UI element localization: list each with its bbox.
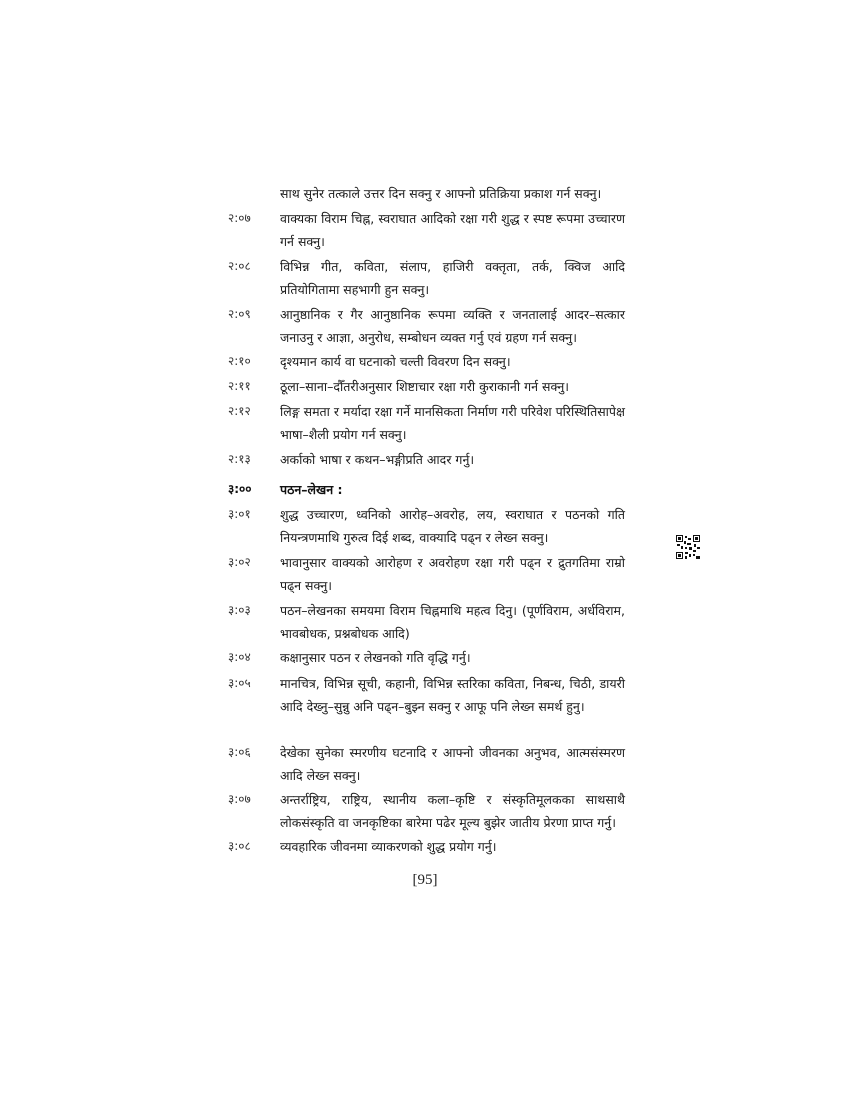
item-number: ३:०५	[228, 676, 251, 690]
item-number: ३:०२	[228, 555, 251, 569]
item-text: आनुष्ठानिक र गैर आनुष्ठानिक रूपमा व्यक्ति र जनतालाई आदर–सत्कार जनाउनु र आज्ञा, अनुरोध, सम्बोधन व्यक्त गर्नु एवं ग्रहण गर्न सक्नु।	[280, 307, 625, 345]
item-text: देखेका सुनेका स्मरणीय घटनादि र आफ्नो जीवनका अनुभव, आत्मसंस्मरण आदि लेख्न सक्नु।	[280, 745, 625, 783]
item-text: वाक्यका विराम चिह्न, स्वराघात आदिको रक्षा गरी शुद्ध र स्पष्ट रूपमा उच्चारण गर्न सक्नु।	[280, 211, 625, 249]
item-number: २:०८	[228, 259, 251, 273]
item-text: व्यवहारिक जीवनमा व्याकरणको शुद्ध प्रयोग गर्नु।	[280, 839, 497, 854]
item-number: ३:०१	[228, 507, 251, 521]
item-text: भावानुसार वाक्यको आरोहण र अवरोहण रक्षा गरी पढ्न र द्रुतगतिमा राम्रो पढ्न सक्नु।	[280, 555, 625, 593]
item-number: ३:०८	[228, 839, 251, 853]
item-text: मानचित्र, विभिन्न सूची, कहानी, विभिन्न स्तरिका कविता, निबन्ध, चिठी, डायरी आदि देख्नु–सुन्नु अनि पढ्न–बुझ्न सक्नु र आफू पनि लेख्न समर्थ हुनु।	[280, 676, 625, 714]
item-text: अन्तर्राष्ट्रिय, राष्ट्रिय, स्थानीय कला–कृष्टि र संस्कृतिमूलकका साथसाथै लोकसंस्कृति वा जनकृष्टिका बारेमा पढेर मूल्य बुझेर जातीय प्रेरणा प्राप्त गर्नु।	[280, 792, 625, 830]
item-text: कक्षानुसार पठन र लेखनको गति वृद्धि गर्नु।	[280, 650, 471, 665]
item-text: शुद्ध उच्चारण, ध्वनिको आरोह–अवरोह, लय, स्वराघात र पठनको गति नियन्त्रणमाथि गुरुत्व दिई शब्द, वाक्यादि पढ्न र लेख्न सक्नु।	[280, 507, 625, 545]
item-text: ठूला–साना–दौँतरीअनुसार शिष्टाचार रक्षा गरी कुराकानी गर्न सक्नु।	[280, 379, 569, 394]
item-text: विभिन्न गीत, कविता, संलाप, हाजिरी वक्तृता, तर्क, क्विज आदि प्रतियोगितामा सहभागी हुन सक्नु।	[280, 259, 625, 297]
item-text: दृश्यमान कार्य वा घटनाको चल्ती विवरण दिन सक्नु।	[280, 354, 511, 369]
item-number: २:११	[228, 379, 251, 393]
item-number: २:१३	[228, 452, 251, 466]
item-text: पठन–लेखनका समयमा विराम चिह्नमाथि महत्व दिनु। (पूर्णविराम, अर्धविराम, भावबोधक, प्रश्नबोधक आदि)	[280, 603, 625, 641]
item-number: ३:०६	[228, 745, 251, 759]
item-number: ३:०७	[228, 792, 251, 806]
continued-text: साथ सुनेर तत्काले उत्तर दिन सक्नु र आफ्नो प्रतिक्रिया प्रकाश गर्न सक्नु।	[280, 186, 602, 201]
item-number: ३:०३	[228, 603, 251, 617]
item-number: २:०९	[228, 307, 251, 321]
item-text: अर्काको भाषा र कथन–भङ्गीप्रति आदर गर्नु।	[280, 452, 475, 467]
page-number: [95]	[412, 872, 438, 888]
qr-code-icon	[676, 535, 700, 559]
section-number: ३:००	[228, 482, 252, 496]
item-number: २:०७	[228, 211, 251, 225]
item-number: २:१२	[228, 404, 251, 418]
section-title: पठन–लेखन :	[280, 482, 343, 497]
item-number: ३:०४	[228, 650, 251, 664]
item-number: २:१०	[228, 354, 251, 368]
item-text: लिङ्ग समता र मर्यादा रक्षा गर्ने मानसिकता निर्माण गरी परिवेश परिस्थितिसापेक्ष भाषा–शैली प्रयोग गर्न सक्नु।	[280, 404, 625, 442]
